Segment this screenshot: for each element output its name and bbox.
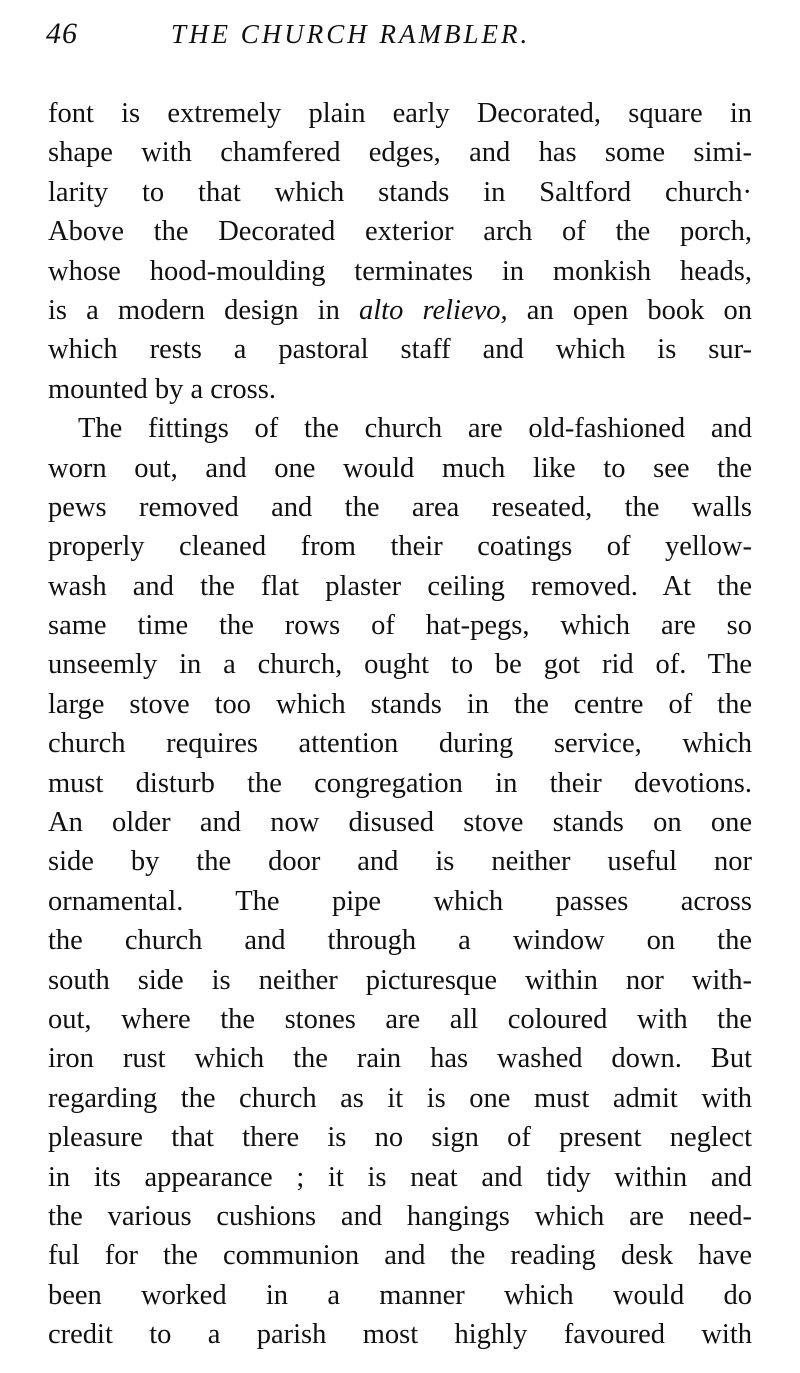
- text-line: pleasure that there is no sign of present neglect: [48, 1122, 752, 1154]
- paragraph: [48, 94, 752, 409]
- text-line: credit to a parish most highly favoured with: [48, 1319, 752, 1351]
- text-line: The fittings of the church are old-fashioned and: [78, 413, 752, 445]
- text-line: font is extremely plain early Decorated, square in: [48, 98, 752, 129]
- text-line: larity to that which stands in Saltford church·: [48, 176, 752, 208]
- text-line: church requires attention during service, which: [48, 728, 752, 760]
- text-line: ful for the communion and the reading desk have: [48, 1240, 752, 1272]
- text-line: regarding the church as it is one must admit with: [48, 1082, 752, 1114]
- text-line: Above the Decorated exterior arch of the porch,: [48, 216, 752, 248]
- text-line: south side is neither picturesque within nor with-: [48, 964, 752, 996]
- text-line: must disturb the congregation in their devotions.: [48, 767, 752, 799]
- text-line: unseemly in a church, ought to be got rid of. The: [48, 649, 752, 681]
- text-line: side by the door and is neither useful nor: [48, 846, 752, 878]
- text-line: in its appearance ; it is neat and tidy within and: [48, 1161, 752, 1193]
- italic-phrase: alto relievo,: [358, 294, 508, 326]
- text-line: [48, 291, 752, 330]
- page-header: [46, 14, 756, 54]
- text-line: iron rust which the rain has washed down. But: [48, 1043, 752, 1075]
- text-line: pews removed and the area reseated, the walls: [48, 491, 752, 523]
- text-line: wash and the flat plaster ceiling removed. At the: [48, 570, 752, 602]
- text-line: out, where the stones are all coloured with the: [48, 1003, 752, 1035]
- text-line: large stove too which stands in the centre of the: [48, 688, 752, 720]
- text-line: whose hood-moulding terminates in monkish heads,: [48, 255, 752, 287]
- paragraph: [48, 409, 752, 1354]
- text-line: An older and now disused stove stands on one: [48, 807, 752, 839]
- text-line: which rests a pastoral staff and which is sur-: [48, 334, 752, 366]
- text-line: shape with chamfered edges, and has some simi-: [48, 137, 752, 169]
- text-line: the various cushions and hangings which are need-: [48, 1200, 752, 1232]
- text-line: properly cleaned from their coatings of yellow-: [48, 531, 752, 563]
- text-line: mounted by a cross.: [48, 373, 276, 405]
- text-line: been worked in a manner which would do: [48, 1279, 752, 1311]
- text-segment: is a modern design in: [48, 294, 359, 326]
- body-text: [48, 94, 752, 1355]
- text-line: worn out, and one would much like to see the: [48, 452, 752, 484]
- text-line: ornamental. The pipe which passes across: [48, 885, 752, 917]
- text-line: the church and through a window on the: [48, 925, 752, 957]
- text-segment: an open book on: [507, 294, 752, 326]
- text-line: same time the rows of hat-pegs, which are so: [48, 610, 752, 642]
- running-title: THE CHURCH RAMBLER.: [171, 19, 531, 49]
- page-number: 46: [46, 17, 78, 50]
